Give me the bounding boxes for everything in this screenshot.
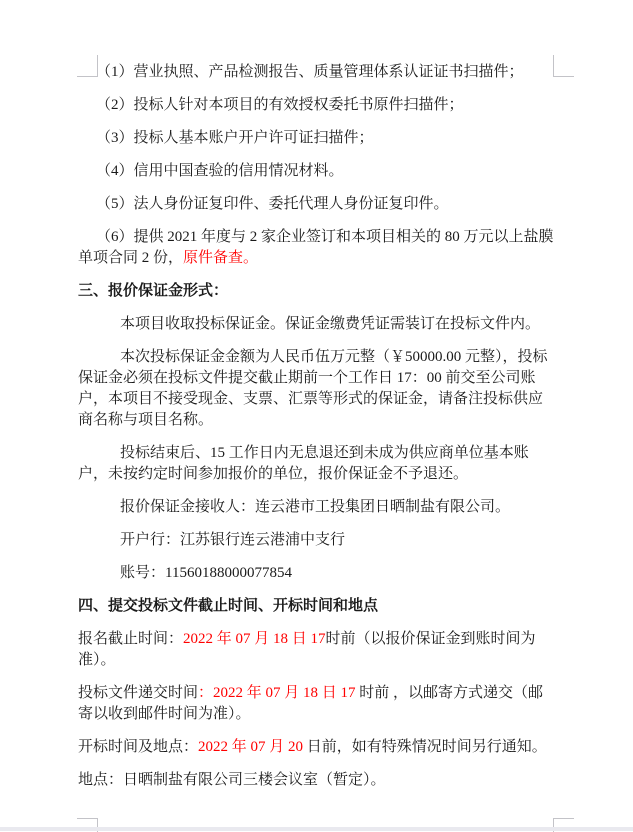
text-run: 地点：日晒制盐有限公司三楼会议室（暂定）。 [78,772,386,788]
text-run: 三、报价保证金形式： [78,283,229,299]
text-run: 日前，如有特殊情况时间另行通知。 [306,739,547,755]
paragraph [78,95,557,116]
highlighted-text-run: 2022 年 07 月 18 日 17 [183,631,326,647]
paragraph [78,314,557,335]
paragraph [78,737,557,758]
highlighted-text-run: 2022 年 07 月 20 [198,739,307,755]
text-run: 投标结束后、15 工作日内无息退还到未成为供应商单位基本账户，未按约定时间参加报价的单位，报价保证金不予退还。 [78,445,529,482]
paragraph [78,443,557,485]
highlighted-text-run: 原件备查。 [183,250,259,266]
text-run: （5）法人身份证复印件、委托代理人身份证复印件。 [96,196,449,212]
text-run: 报名截止时间： [78,631,184,647]
text-run: （3）投标人基本账户开户许可证扫描件； [96,130,374,146]
text-run: 本项目收取投标保证金。保证金缴费凭证需装订在投标文件内。 [120,316,541,332]
text-run: （2）投标人针对本项目的有效授权委托书原件扫描件； [96,97,464,113]
section-heading [78,596,557,617]
text-run: 报价保证金接收人：连云港市工投集团日晒制盐有限公司。 [120,499,511,515]
section-heading [78,281,557,302]
paragraph [78,128,557,149]
paragraph [78,629,557,671]
paragraph [78,683,557,725]
paragraph [78,227,557,269]
text-run: 开标时间及地点： [78,739,199,755]
text-run: （6）提供 2021 年度与 2 家企业签订和本项目相关的 80 万元以上盐膜单项合同 2 份， [78,229,554,266]
page-bottom-edge [0,827,633,831]
text-run: 时前 ，以邮寄方式递交（邮寄以收到邮件时间为准）。 [78,685,544,722]
paragraph [78,62,557,83]
highlighted-text-run: ：2022 年 07 月 18 日 17 [198,685,356,701]
text-run: 四、提交投标文件截止时间、开标时间和地点 [78,598,379,614]
paragraph [78,347,557,431]
text-run: 投标文件递交时间 [78,685,199,701]
paragraph [78,161,557,182]
paragraph [78,563,557,584]
text-run: （1）营业执照、产品检测报告、质量管理体系认证证书扫描件； [96,64,524,80]
paragraph [78,194,557,215]
paragraph [78,497,557,518]
text-run: 账号：11560188000077854 [120,565,292,581]
text-run: （4）信用中国查验的信用情况材料。 [96,163,344,179]
text-run: 本次投标保证金金额为人民币伍万元整（￥50000.00 元整），投标保证金必须在投标文件提交截止期前一个工作日 17：00 前交至公司账户，本项目不接受现金、支票、汇票等形式的保证金，请备注投标供应商名称与项目名称。 [78,349,548,428]
document-body [78,62,557,803]
paragraph [78,770,557,791]
paragraph [78,530,557,551]
text-run: 开户行：江苏银行连云港浦中支行 [120,532,346,548]
text-run: 时前（以报价保证金到账时间为准）。 [78,631,536,668]
